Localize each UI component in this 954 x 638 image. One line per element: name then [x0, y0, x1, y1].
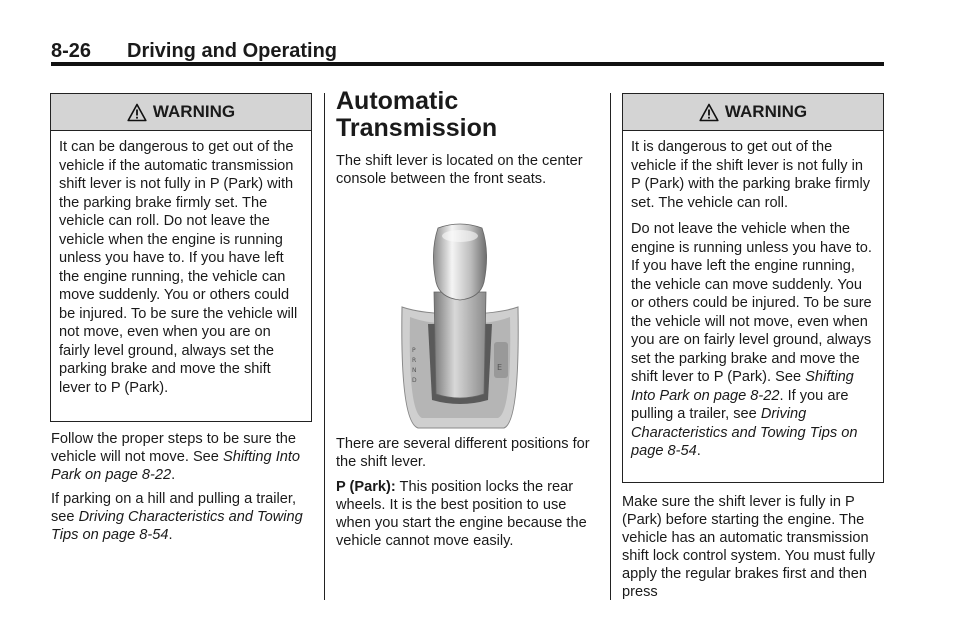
park-label: P (Park):: [336, 479, 396, 495]
svg-text:N: N: [412, 367, 417, 374]
left-para-2: If parking on a hill and pulling a trailer, see Driving Characteristics and Towing Tips on page 8-54.: [51, 491, 303, 543]
column-divider-left: [324, 93, 325, 600]
svg-text:E: E: [497, 363, 503, 372]
page-number: 8-26: [51, 40, 92, 62]
svg-text:R: R: [412, 357, 417, 364]
section-heading: Automatic Transmission: [336, 87, 498, 142]
left-warning-box: [50, 93, 312, 422]
link-shifting-into-park[interactable]: Shifting Into Park on page 8-22: [51, 449, 301, 483]
left-para-1: Follow the proper steps to be sure the vehicle will not move. See Shifting Into Park on page 8-22.: [51, 431, 301, 483]
exclamation-icon: [127, 103, 147, 122]
positions-text: There are several different positions for the shift lever.: [336, 436, 590, 470]
intro-text: The shift lever is located on the center console between the front seats.: [336, 153, 583, 187]
right-warning-text-1: It is dangerous to get out of the vehicle if the shift lever is not fully in P (Park) with the parking brake firmly set. The vehicle can roll.: [631, 139, 870, 211]
link-driving-characteristics-2[interactable]: Driving Characteristics and Towing Tips on page 8-54: [631, 406, 858, 459]
svg-text:D: D: [412, 377, 417, 384]
right-warning-box: [622, 93, 884, 483]
right-warning-header: [623, 94, 883, 131]
column-divider-right: [610, 93, 611, 600]
right-warning-text-2: Do not leave the vehicle when the engine is running unless you have to. If you have left the engine running, the vehicle can move suddenly. You or others could be injured. To be sure the vehicle will not move, even when you are on fairly level ground, always set the parking brake and move the shift lever to P (Park). See Shifting Into Park on page 8-22. If you are pulling a trailer, see Driving Characteristics and Towing Tips on page 8-54.: [631, 221, 872, 459]
right-warning-title: WARNING: [724, 102, 808, 121]
section-title: Driving and Operating: [127, 40, 338, 62]
left-warning-header: [51, 94, 311, 131]
link-driving-characteristics[interactable]: Driving Characteristics and Towing Tips on page 8-54: [51, 509, 303, 543]
left-warning-text: It can be dangerous to get out of the vehicle if the automatic transmission shift lever is not fully in P (Park) with the parking brake firmly set. The vehicle can roll. Do not leave the vehicle when the engine is running unless you have to. If you have left the engine running, the vehicle can move suddenly. You or others could be injured. To be sure the vehicle will not move, even when you are on fairly level ground, always set the parking brake and move the shift lever to P (Park).: [59, 139, 298, 396]
left-warning-title: WARNING: [152, 102, 236, 121]
exclamation-icon: [699, 103, 719, 122]
link-shifting-into-park-2[interactable]: Shifting Into Park on page 8-22: [631, 369, 854, 404]
park-description: P (Park): This position locks the rear wheels. It is the best position to use when you start the engine because the vehicle cannot move easily.: [336, 479, 587, 549]
shift-lever-illustration: [398, 222, 522, 432]
right-para-1: Make sure the shift lever is fully in P (Park) before starting the engine. The vehicle has an automatic transmission shift lock control system. You must fully apply the regular brakes first and then press: [622, 494, 876, 600]
header-rule: [51, 62, 884, 66]
svg-text:P: P: [412, 347, 416, 354]
